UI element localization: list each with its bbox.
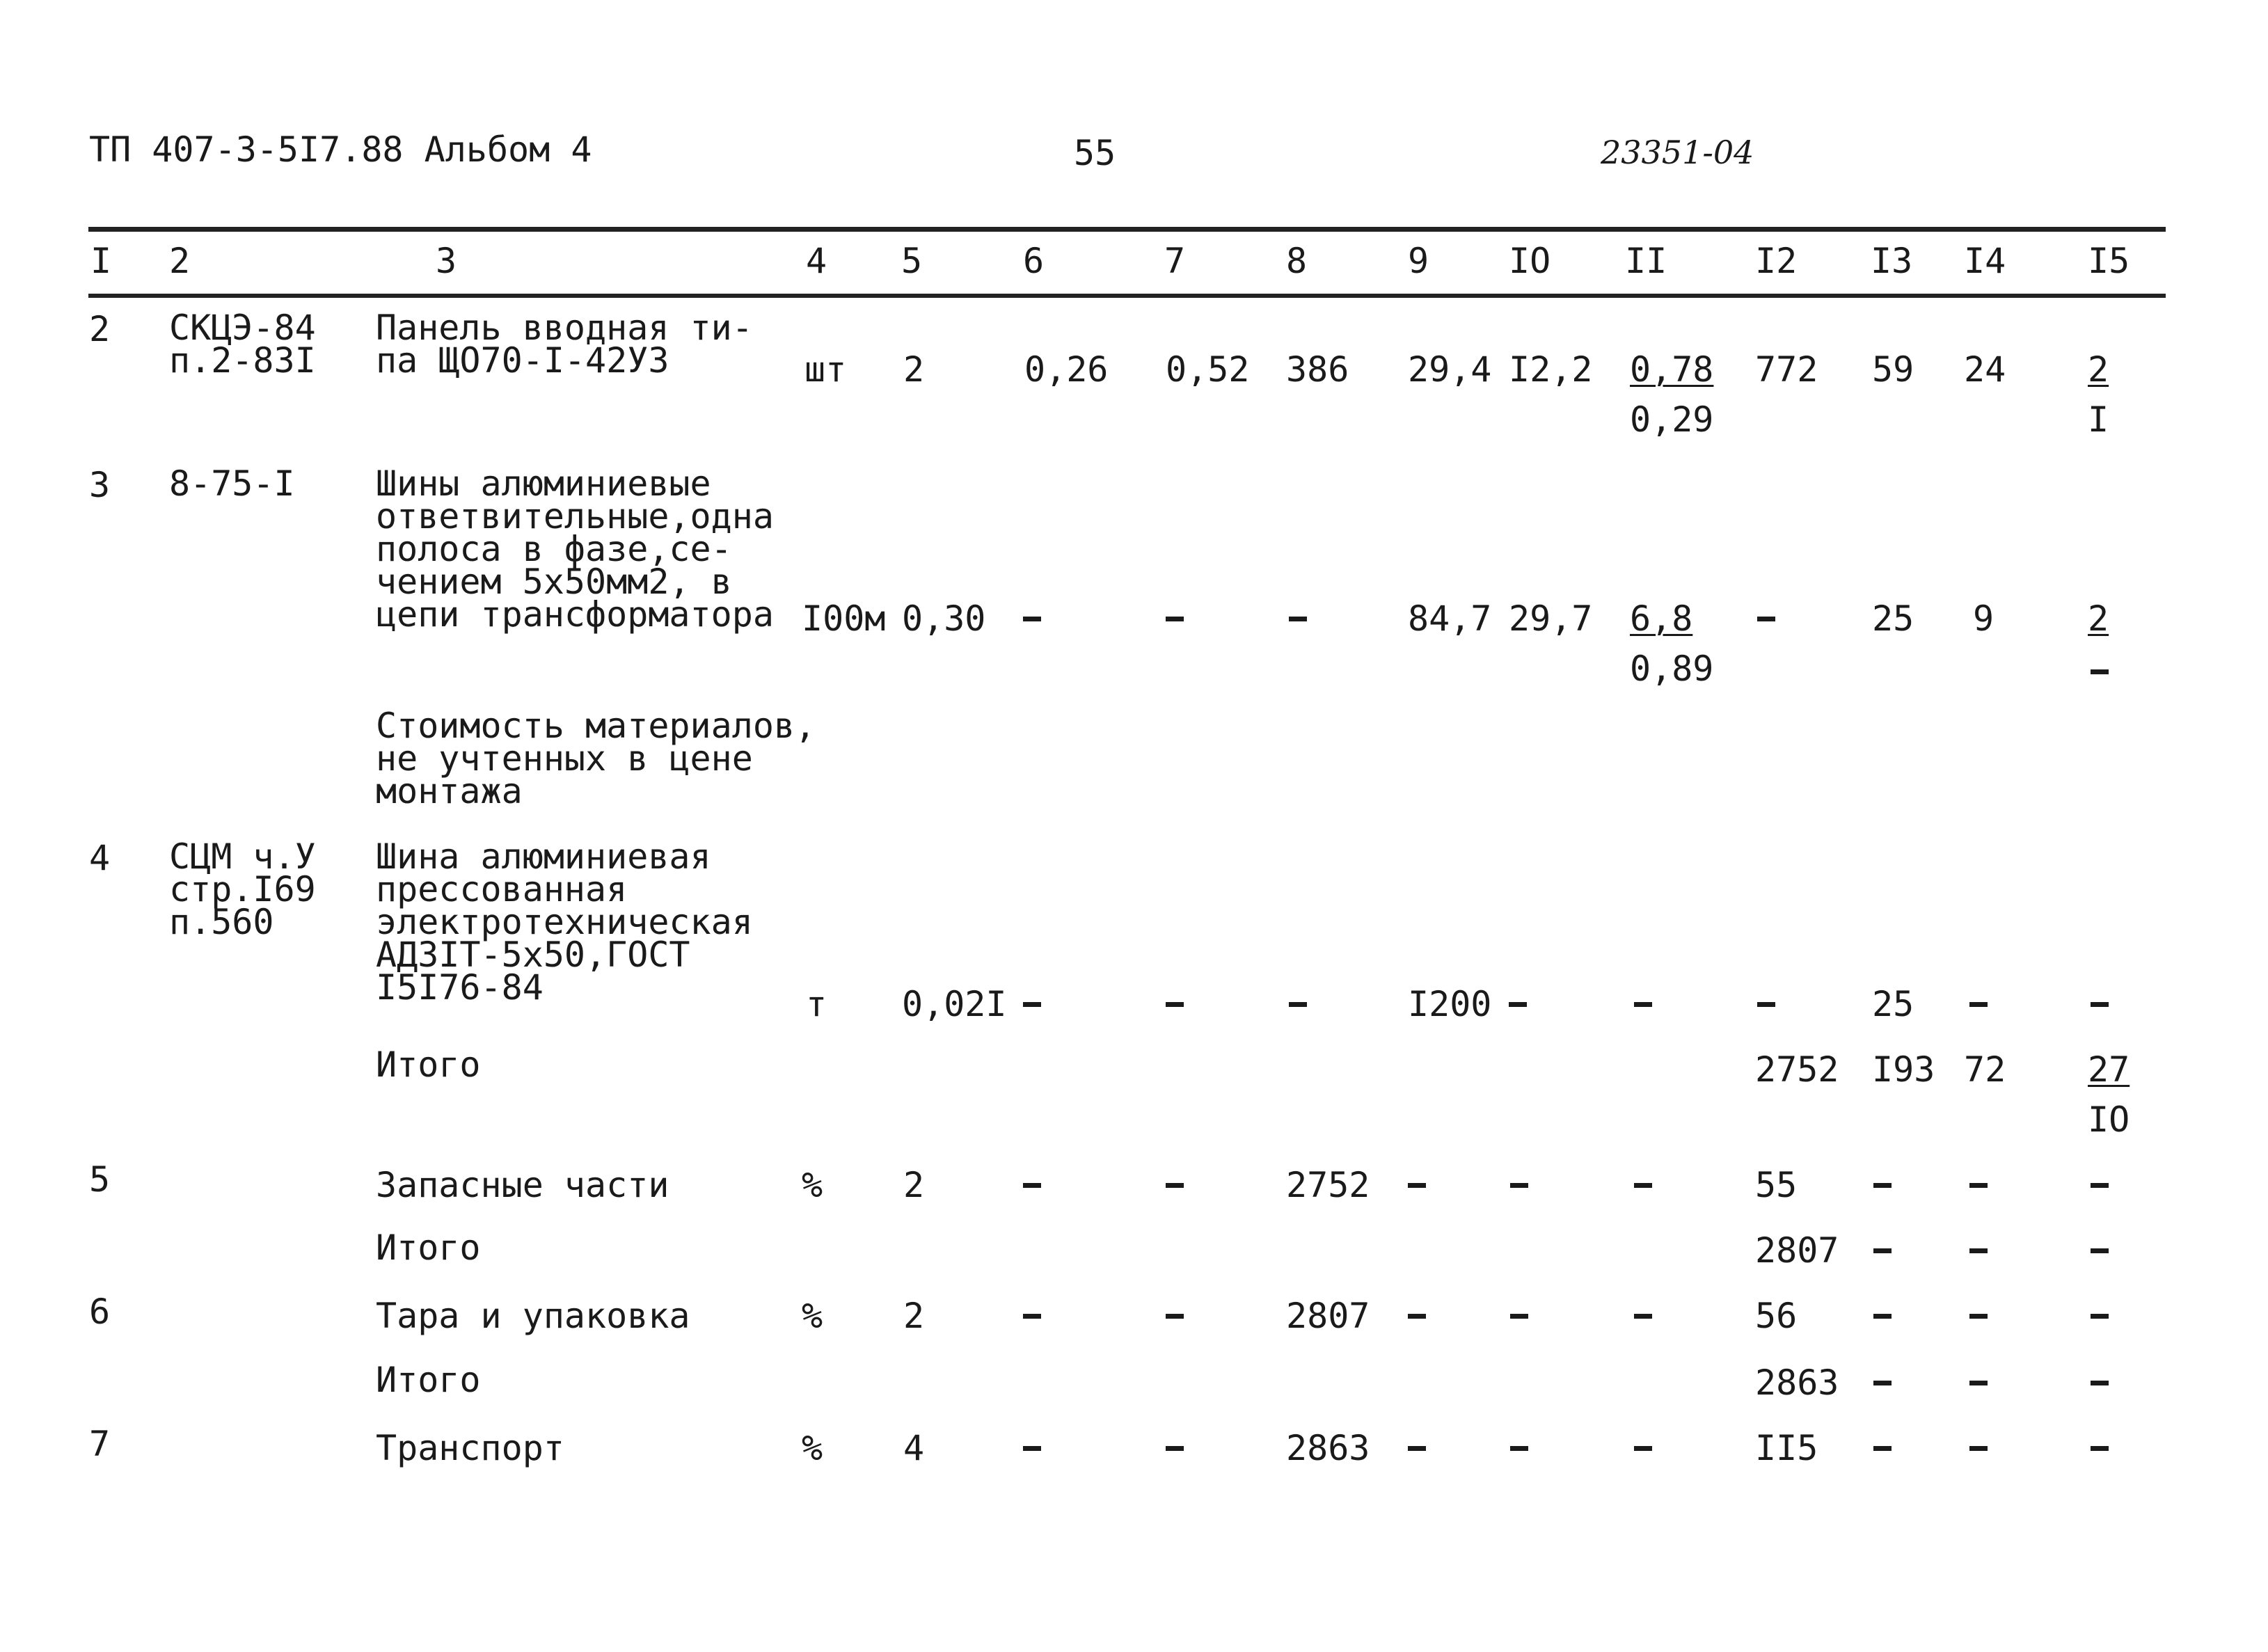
cell-col14: 72 [1964, 1049, 2006, 1090]
unit: т [806, 984, 827, 1024]
empty-dash [1509, 1002, 1527, 1007]
cell-col8: 2863 [1286, 1428, 1370, 1468]
table-header-rule [88, 294, 2166, 298]
column-number: 8 [1286, 241, 1308, 281]
item-name: Шины алюминиевые ответвительные,одна полоса в фазе,се- чением 5х50мм2, в цепи трансформатора [376, 463, 774, 635]
unit: шт [804, 349, 847, 390]
empty-dash [1166, 1183, 1184, 1188]
price-code: СКЦЭ-84 п.2-83I [169, 308, 316, 381]
row-number: 5 [89, 1159, 111, 1200]
column-number: 2 [169, 241, 191, 281]
cell-col12: 2752 [1755, 1049, 1839, 1090]
empty-dash [2091, 1314, 2109, 1319]
item-name: Панель вводная ти- па ЩО70-I-42УЗ [376, 308, 753, 381]
empty-dash [1289, 617, 1307, 621]
cell-col9: 29,4 [1408, 349, 1492, 390]
empty-dash [1510, 1446, 1528, 1451]
empty-dash [1969, 1183, 1988, 1188]
cell-col15-numerator: 27 [2088, 1049, 2130, 1090]
empty-dash [2091, 1446, 2109, 1451]
cell-col11-denominator: 0,29 [1630, 399, 1714, 440]
unit: % [802, 1165, 823, 1205]
unit: % [802, 1428, 823, 1468]
document-code: 23351-04 [1601, 134, 1754, 171]
cell-col15-denominator: I [2088, 399, 2109, 440]
cell-col8: 2752 [1286, 1165, 1370, 1205]
cell-col12: II5 [1755, 1428, 1818, 1468]
quantity: 2 [903, 1165, 925, 1205]
empty-dash [1873, 1381, 1892, 1385]
column-number: I2 [1755, 241, 1798, 281]
cell-col13: 59 [1872, 349, 1914, 390]
materials-note: Стоимость материалов, не учтенных в цене монтажа [376, 706, 816, 811]
table-top-rule [88, 227, 2166, 232]
cell-col11-numerator: 6,8 [1630, 598, 1693, 639]
row-number: 4 [89, 838, 111, 878]
quantity: 0,30 [902, 598, 986, 639]
price-code: 8-75-I [169, 463, 295, 504]
empty-dash [1634, 1314, 1652, 1319]
empty-dash [1408, 1314, 1426, 1319]
cell-col12: 2863 [1755, 1363, 1839, 1403]
cell-col9: 84,7 [1408, 598, 1492, 639]
item-name: Запасные части [376, 1165, 669, 1205]
empty-dash [2091, 1002, 2109, 1007]
quantity: 2 [903, 1296, 925, 1336]
empty-dash [1634, 1183, 1652, 1188]
total-label: Итого [376, 1045, 481, 1085]
cell-col11-numerator: 0,78 [1630, 349, 1714, 390]
empty-dash [1873, 1248, 1892, 1253]
empty-dash [1023, 1446, 1041, 1451]
empty-dash [1969, 1314, 1988, 1319]
cell-col8: 2807 [1286, 1296, 1370, 1336]
cell-col13: 25 [1872, 984, 1914, 1024]
empty-dash [1166, 617, 1184, 621]
empty-dash [1166, 1446, 1184, 1451]
cell-col12: 2807 [1755, 1230, 1839, 1271]
row-number: 6 [89, 1292, 111, 1332]
page-number: 55 [1074, 133, 1116, 173]
cell-col7: 0,52 [1166, 349, 1250, 390]
column-number: I [90, 241, 112, 281]
empty-dash [1757, 617, 1775, 621]
empty-dash [1873, 1183, 1892, 1188]
cell-col14: 9 [1973, 598, 1995, 639]
empty-dash [2091, 669, 2109, 674]
column-number: IO [1509, 241, 1551, 281]
column-number: II [1625, 241, 1667, 281]
cell-col14: 24 [1964, 349, 2006, 390]
cell-col12: 772 [1755, 349, 1818, 390]
empty-dash [2091, 1248, 2109, 1253]
item-name: Тара и упаковка [376, 1296, 690, 1336]
empty-dash [1634, 1446, 1652, 1451]
column-number: I3 [1871, 241, 1913, 281]
empty-dash [1510, 1183, 1528, 1188]
column-number: 3 [436, 241, 457, 281]
empty-dash [1969, 1446, 1988, 1451]
row-number: 7 [89, 1424, 111, 1464]
cell-col10: I2,2 [1509, 349, 1593, 390]
empty-dash [1510, 1314, 1528, 1319]
empty-dash [1408, 1446, 1426, 1451]
cell-col13: 25 [1872, 598, 1914, 639]
total-label: Итого [376, 1228, 481, 1268]
empty-dash [1757, 1002, 1775, 1007]
empty-dash [1023, 1183, 1041, 1188]
cell-col6: 0,26 [1024, 349, 1109, 390]
empty-dash [1023, 1314, 1041, 1319]
empty-dash [1969, 1248, 1988, 1253]
column-number: 5 [901, 241, 923, 281]
cell-col15-numerator: 2 [2088, 349, 2109, 390]
row-number: 3 [89, 465, 111, 505]
column-number: 6 [1023, 241, 1045, 281]
cell-col15-denominator: IO [2088, 1099, 2130, 1140]
empty-dash [1023, 617, 1041, 621]
quantity: 4 [903, 1428, 925, 1468]
empty-dash [1166, 1002, 1184, 1007]
quantity: 2 [903, 349, 925, 390]
cell-col12: 55 [1755, 1165, 1798, 1205]
unit: % [802, 1296, 823, 1336]
empty-dash [1166, 1314, 1184, 1319]
empty-dash [1408, 1183, 1426, 1188]
cell-col10: 29,7 [1509, 598, 1593, 639]
empty-dash [1634, 1002, 1652, 1007]
column-number: I4 [1964, 241, 2006, 281]
column-number: 7 [1164, 241, 1186, 281]
cell-col9: I200 [1408, 984, 1492, 1024]
column-number: 9 [1408, 241, 1429, 281]
cell-col12: 56 [1755, 1296, 1798, 1336]
empty-dash [1873, 1314, 1892, 1319]
empty-dash [2091, 1381, 2109, 1385]
cell-col13: I93 [1872, 1049, 1935, 1090]
empty-dash [1873, 1446, 1892, 1451]
document-title: ТП 407-3-5I7.88 Альбом 4 [89, 129, 592, 170]
empty-dash [1289, 1002, 1307, 1007]
price-code: СЦМ ч.У стр.I69 п.560 [169, 836, 316, 942]
empty-dash [1969, 1381, 1988, 1385]
total-label: Итого [376, 1360, 481, 1400]
item-name: Транспорт [376, 1428, 564, 1468]
column-number: 4 [806, 241, 827, 281]
column-number: I5 [2088, 241, 2130, 281]
empty-dash [1969, 1002, 1988, 1007]
item-name: Шина алюминиевая прессованная электротехническая АДЗIТ-5х50,ГОСТ I5I76-84 [376, 836, 753, 1008]
empty-dash [2091, 1183, 2109, 1188]
row-number: 2 [89, 309, 111, 349]
unit: I00м [802, 598, 886, 639]
cell-col11-denominator: 0,89 [1630, 649, 1714, 689]
cell-col8: 386 [1286, 349, 1349, 390]
cell-col15-numerator: 2 [2088, 598, 2109, 639]
quantity: 0,02I [902, 984, 1007, 1024]
empty-dash [1023, 1002, 1041, 1007]
